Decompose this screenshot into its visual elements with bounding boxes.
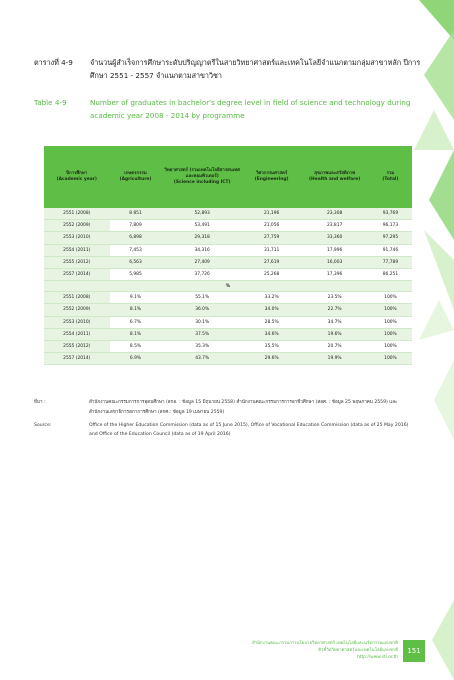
table-cell: 34,316 [161,244,242,256]
source-notes [34,398,418,443]
table-cell: 8 851 [110,208,162,220]
source-note-thai [34,398,418,418]
table-header-row [44,146,412,208]
table-cell: 2553 (2010) [44,232,110,244]
table-cell: 96,173 [369,220,412,232]
percent-section-row [44,281,412,292]
source-label-thai: ที่มา : [34,400,46,405]
table-cell: 100% [369,328,412,340]
table-cell: 100% [369,292,412,304]
page-number: 151 [403,640,425,662]
percent-label: % [44,281,412,292]
table-cell: 6,898 [110,232,162,244]
header-total: รวม (Total) [369,146,412,208]
table-cell: 19.6% [300,328,368,340]
table-cell: 23,817 [300,220,368,232]
table-cell: 77,789 [369,256,412,268]
table-cell: 23.5% [300,292,368,304]
table-cell: 27,759 [243,232,301,244]
table-cell: 17,396 [300,268,368,280]
table-cell: 7,453 [110,244,162,256]
table-cell: 91,746 [369,244,412,256]
table-cell: 36.0% [161,304,242,316]
table-cell: 28.5% [243,316,301,328]
table-cell: 37.5% [161,328,242,340]
table-cell: 8.5% [110,340,162,352]
table-cell: 2554 (2011) [44,328,110,340]
table-cell: 31,711 [243,244,301,256]
table-row [44,256,412,268]
thai-table-label: ตารางที่ 4-9 [34,58,73,67]
table-cell: 34.0% [243,304,301,316]
table-cell: 30.1% [161,316,242,328]
table-cell: 55.1% [161,292,242,304]
table-cell: 29,318 [161,232,242,244]
table-row [44,232,412,244]
english-table-caption: Number of graduates in bachelor's degree level in field of science and technology during academic year 2008 - 2014 by programme [90,98,411,120]
header-health: สุขภาพและสวัสดิภาพ (Health and welfare) [300,146,368,208]
table-row [44,353,412,365]
table-cell: 2555 (2012) [44,256,110,268]
table-cell: 9.1% [110,292,162,304]
table-cell: 25,268 [243,268,301,280]
table-row [44,292,412,304]
table-cell: 100% [369,304,412,316]
header-academic-year: ปีการศึกษา (Academic year) [44,146,110,208]
source-text-english: Office of the Higher Education Commission (data as of 15 June 2015), Office of Vocational Education Commission (data as of 25 May 2016) and Office of the Education Council (data as of 19 April 2016) [89,422,409,438]
english-table-label: Table 4-9 [34,98,67,107]
table-cell: 43.7% [161,353,242,365]
table-cell: 2553 (2010) [44,316,110,328]
table-cell: 100% [369,353,412,365]
footer-subtitle-line: ตัวชี้วัดวิทยาศาสตร์และเทคโนโลยีแห่งชาติ [318,648,398,653]
table-row [44,244,412,256]
table-cell: 23,308 [300,208,368,220]
source-text-thai: สำนักงานคณะกรรมการการอุดมศึกษา (สกอ. : ข้อมูล 15 มิถุนายน 2558) สำนักงานคณะกรรมการการอาชีวศึกษา (สอศ. : ข้อมูล 25 พฤษภาคม 2559) และ สำนักงานเลขาธิการสภาการศึกษา (สกศ.: ข้อมูล 19 เมษายน 2559) [89,400,398,415]
table-cell: 27,619 [243,256,301,268]
table-cell: 6.9% [110,353,162,365]
table-row [44,304,412,316]
footer-org-line: สำนักงานคณะกรรมการนโยบายวิทยาศาสตร์ เทคโนโลยีและนวัตกรรมแห่งชาติ [252,641,398,646]
table-cell: 6,563 [110,256,162,268]
table-cell: 5,985 [110,268,162,280]
thai-table-caption: จำนวนผู้สำเร็จการศึกษาระดับปริญญาตรีในสายวิทยาศาสตร์และเทคโนโลยีจำแนกตามกลุ่มสาขาหลัก ปีการศึกษา 2551 - 2557 จำแนกตามสาขาวิชา [90,58,421,80]
header-science: วิทยาศาสตร์ (รวมเทคโนโลยีสารสนเทศ และคอมพิวเตอร์) (Science including ICT) [161,146,242,208]
table-cell: 2552 (2009) [44,220,110,232]
graduates-table [44,146,412,365]
table-cell: 2552 (2009) [44,304,110,316]
table-row [44,268,412,280]
table-row [44,340,412,352]
source-label-english: Source: [34,422,52,428]
table-cell: 21,056 [243,220,301,232]
table-cell: 8.1% [110,328,162,340]
source-note-english [34,421,418,441]
table-cell: 29.6% [243,353,301,365]
table-cell: 97,295 [369,232,412,244]
table-cell: 2557 (2014) [44,353,110,365]
table-cell: 21,196 [243,208,301,220]
table-cell: 100% [369,316,412,328]
table-cell: 27,409 [161,256,242,268]
table-row [44,316,412,328]
table-row [44,328,412,340]
table-row [44,208,412,220]
table-cell: 100% [369,340,412,352]
table-row [44,220,412,232]
table-cell: 2551 (2008) [44,292,110,304]
header-engineering: วิศวกรรมศาสตร์ (Engineering) [243,146,301,208]
table-cell: 20.7% [300,340,368,352]
table-cell: 34.7% [300,316,368,328]
table-cell: 34.6% [243,328,301,340]
table-cell: 33,360 [300,232,368,244]
footer-url: http://www.sti.or.th [357,655,398,660]
table-cell: 17,996 [300,244,368,256]
table-cell: 7,809 [110,220,162,232]
table-cell: 2551 (2008) [44,208,110,220]
table-cell: 2555 (2012) [44,340,110,352]
table-cell: 2554 (2011) [44,244,110,256]
table-cell: 37,726 [161,268,242,280]
table-cell: 35.5% [243,340,301,352]
table-cell: 16,003 [300,256,368,268]
table-cell: 22.7% [300,304,368,316]
table-cell: 53,491 [161,220,242,232]
table-cell: 35.3% [161,340,242,352]
table-cell: 8.1% [110,304,162,316]
page-footer [208,640,398,661]
table-cell: 52,893 [161,208,242,220]
table-cell: 6.7% [110,316,162,328]
table-cell: 19.9% [300,353,368,365]
header-agriculture: เกษตรกรรม (Agriculture) [110,146,162,208]
table-cell: 93,769 [369,208,412,220]
table-cell: 2557 (2014) [44,268,110,280]
table-cell: 33.2% [243,292,301,304]
table-cell: 86,251 [369,268,412,280]
